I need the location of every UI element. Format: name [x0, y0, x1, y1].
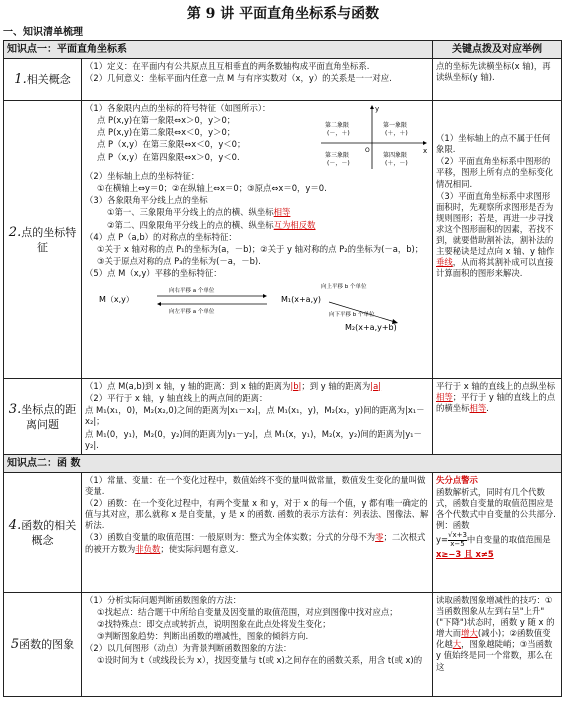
svg-text:第一象限: 第一象限: [383, 122, 408, 130]
svg-text:y: y: [375, 105, 380, 114]
row-distance: [4, 379, 562, 455]
svg-text:向左平移 a 个单位: 向左平移 a 个单位: [169, 309, 215, 316]
row-function-concepts: [4, 472, 562, 592]
row-point-features: [4, 101, 562, 379]
row-tip: 读取函数图象增减性的技巧：①当函数图象从左到右呈"上升"("下降")状态时，函数 y 随 x 的增大而增大(减小)；②函数值变化越大，图象越陡峭；③当函数 y 值始终是同一个常数，那么在这: [433, 592, 562, 696]
svg-text:第二象限: 第二象限: [325, 122, 350, 130]
knowledge-table: [3, 40, 562, 697]
row-function-graph: [4, 592, 562, 696]
row-label: 2.点的坐标特征: [4, 101, 82, 379]
svg-text:第三象限: 第三象限: [325, 152, 350, 160]
row-tip: （1）坐标轴上的点不属于任何象限. （2）平面直角坐标系中图形的平移，图形上所有点的坐标变化情况相同. （3）平面直角坐标系中求图形面积时，先观察所求图形是否为规则图形；若是，再进一步寻找求这个图形面积的因素，若找不到，就要借助割补法，割补法的主要秘诀是过点向 x 轴、y 轴作垂线，从而将其割补成可以直接计算面积的图形来解决.: [433, 101, 562, 379]
kp1-header-row: [4, 41, 562, 59]
svg-text:向右平移 a 个单位: 向右平移 a 个单位: [169, 288, 215, 295]
svg-text:第四象限: 第四象限: [383, 152, 408, 160]
tips-header: 关键点拨及对应举例: [433, 41, 562, 59]
translation-diagram: [85, 280, 425, 332]
row-content: （1）常量、变量：在一个变化过程中，数值始终不变的量叫做常量，数值发生变化的量叫做变量. （2）函数：在一个变化过程中，有两个变量 x 和 y，对于 x 的每一个值，y 都有唯一确定的值与其对应，那么就称 x 是自变量，y 是 x 的函数. 函数的表示方法有：列表法、图像法、解析法. （3）函数自变量的取值范围：一般原则为：整式为全体实数；分式的分母不为零；二次根式的被开方数为非负数；使实际问题有意义.: [82, 472, 433, 592]
row-tip: 失分点警示 函数解析式，同时有几个代数式，函数自变量的取值范围应是各个代数式中自变量的公共部分. 例：函数 y= $\frac{√x+3}{x-5}$ 中自变量的取值范围是 x≥−3 且 x≠5: [433, 472, 562, 592]
fraction: $\frac{√x+3}{x-5}$: [447, 531, 467, 549]
row-label: 3.坐标点的距离问题: [4, 379, 82, 455]
svg-text:(＋，－): (＋，－): [385, 160, 408, 168]
row-tip: 平行于 x 轴的直线上的点纵坐标相等；平行于 y 轴的直线上的点的横坐标相等.: [433, 379, 562, 455]
row-content: （1）各象限内点的坐标的符号特征（如图所示）： 点 P(x,y)在第一象限⇔x＞0，y＞0； 点 P(x,y)在第二象限⇔x＜0，y＞0； 点 P（x,y）在第三象限⇔x＜0，y＜0； 点 P（x,y）在第四象限⇔x＞0，y＜0. x y O 第二象限 (－，＋) 第一象限 (＋，＋) 第三象限 (－，－) 第四象限 (＋，－) （2）坐标轴上点的坐标特征： ①在横轴上⇔y＝0；②在纵轴上⇔x＝0；③原点⇔x＝0，y＝0. （3）各象限角平分线上点的坐标 ①第一、三象限角平分线上的点的横、纵坐标相等 ②第二、四象限角平分线上的点的横、纵坐标互为相反数 （4）点 P（a,b）的对称点的坐标特征： ①关于 x 轴对称的点 P₁的坐标为(a，－b)；②关于 y 轴对称的点 P₂的坐标为(－a，b)； ③关于原点对称的点 P₃的坐标为(－a，－b). （5）点 M（x,y）平移的坐标特征： M（x,y） 向右平移 a 个单位 向左平移 a 个单位 M₁(x+a,y) 向上平移 b 个单位 向下平移 b 个单位 M₂(x+a,y+b): [82, 101, 433, 379]
row-tip: 点的坐标先读横坐标(x 轴)，再读纵坐标(y 轴).: [433, 59, 562, 101]
kp2-header-row: [4, 454, 562, 472]
page-title: 第 9 讲 平面直角坐标系与函数: [186, 6, 380, 22]
row-content: （1）分析实际问题判断函数图象的方法： ①找起点：结合题干中所给自变量及因变量的取值范围，对应到图像中找对应点； ②找特殊点：即交点或转折点，说明图象在此点处将发生变化； ③判断图象趋势：判断出函数的增减性，图象的倾斜方向. （2）以几何图形（动点）为背景判断函数图象的方法： ①设时间为 t（或线段长为 x），找因变量与 t(或 x)之间存在的函数关系，用含 t(或 x)的: [82, 592, 433, 696]
svg-text:(－，－): (－，－): [327, 160, 350, 168]
svg-text:x: x: [423, 147, 428, 156]
quadrant-diagram: [299, 103, 429, 171]
svg-text:(－，＋): (－，＋): [327, 130, 350, 138]
svg-text:O: O: [365, 147, 370, 155]
row-label: 1.相关概念: [4, 59, 82, 101]
row-concepts: [4, 59, 562, 101]
row-content: （1）定义：在平面内有公共原点且互相垂直的两条数轴构成平面直角坐标系. （2）几何意义：坐标平面内任意一点 M 与有序实数对（x，y）的关系是一一对应.: [82, 59, 433, 101]
section-heading: 一、知识清单梳理: [3, 27, 83, 38]
svg-text:(＋，＋): (＋，＋): [385, 130, 408, 138]
row-label: 4.函数的相关概念: [4, 472, 82, 592]
kp2-header: 知识点二：函 数: [4, 454, 562, 472]
row-content: （1）点 M(a,b)到 x 轴，y 轴的距离：到 x 轴的距离为|b|；到 y 轴的距离为|a| （2）平行于 x 轴，y 轴直线上的两点间的距离： 点 M₁(x₁，0)，M₂(x₂,0)之间的距离为|x₁－x₂|，点 M₁(x₁，y)，M₂(x₂，y)间的距离为|x₁－x₂|； 点 M₁(0，y₁)，M₂(0，y₂)间的距离为|y₁－y₂|，点 M₁(x，y₁)，M₂(x，y₂)间的距离为|y₁－y₂|.: [82, 379, 433, 455]
svg-text:M₂(x+a,y+b): M₂(x+a,y+b): [345, 323, 397, 333]
kp1-header: 知识点一：平面直角坐标系: [4, 41, 433, 59]
svg-text:向下平移 b 个单位: 向下平移 b 个单位: [329, 312, 375, 319]
row-label: 5函数的图象: [4, 592, 82, 696]
svg-text:M（x,y）: M（x,y）: [99, 295, 134, 305]
svg-text:M₁(x+a,y): M₁(x+a,y): [281, 295, 321, 305]
svg-text:向上平移 b 个单位: 向上平移 b 个单位: [321, 284, 367, 291]
